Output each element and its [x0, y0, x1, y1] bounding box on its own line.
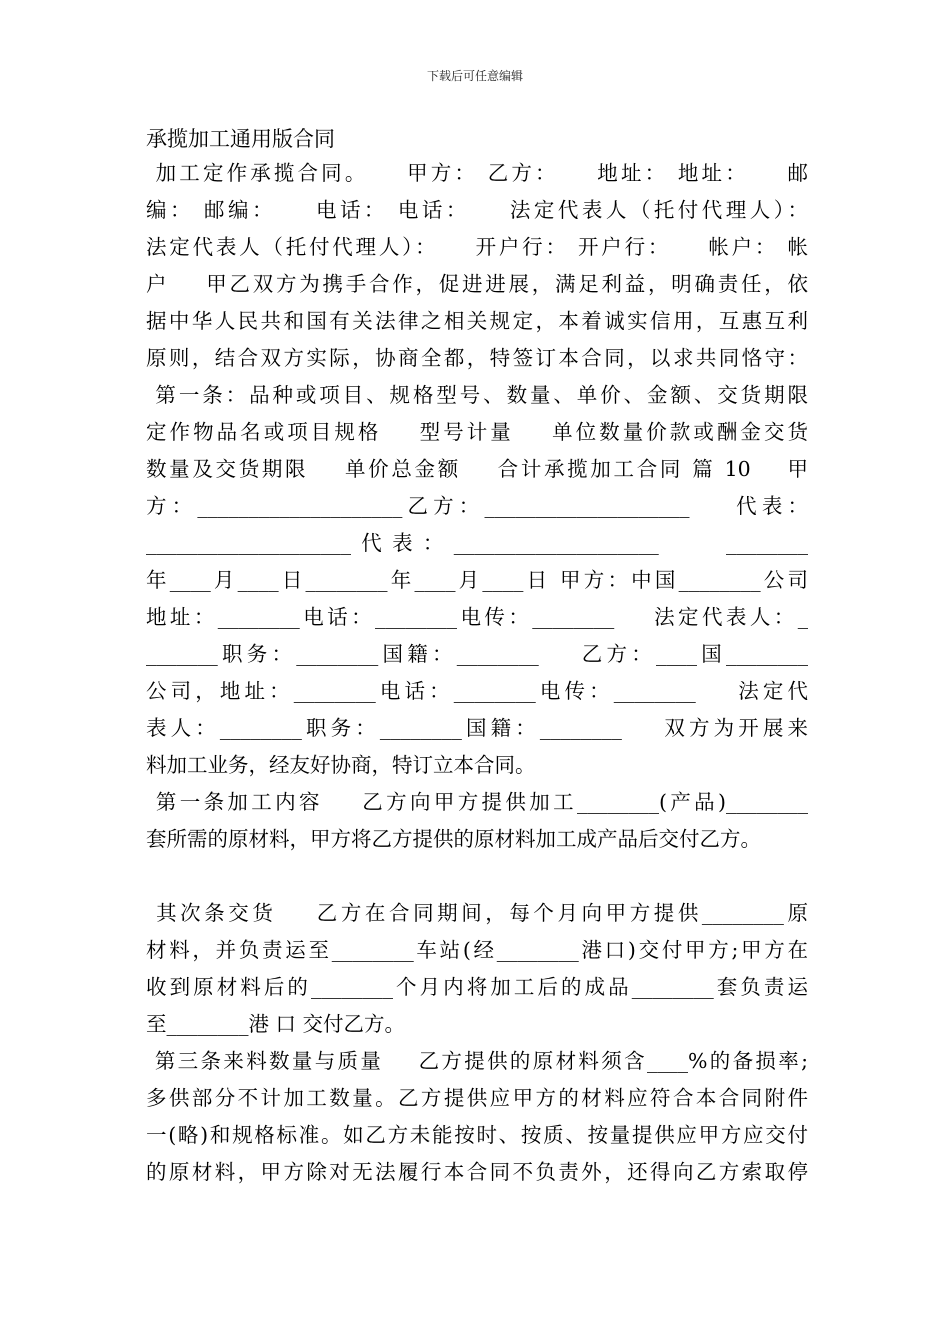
body-line: 的原材料，甲方除对无法履行本合同不负责外，还得向乙方索取停 [146, 1160, 808, 1184]
body-line: 原则，结合双方实际，协商全都，特签订本合同，以求共同恪守： [146, 346, 808, 370]
body-line: 法定代表人（托付代理人）： 开户行： 开户行： 帐户： 帐 [146, 235, 808, 259]
document-title: 承揽加工通用版合同 [146, 127, 335, 151]
body-line: _______职务：________国籍：________ 乙方：____国________ [146, 642, 808, 666]
body-line: 至________港 口 交付乙方。 [146, 1012, 406, 1036]
body-line: 方：____________________乙方：____________________ 代表： [146, 494, 808, 518]
body-line: 第一条加工内容 乙方向甲方提供加工________(产品)________ [146, 790, 808, 814]
body-line: ____________________代表：____________________ ________ [146, 531, 808, 555]
body-line: 多供部分不计加工数量。乙方提供应甲方的材料应符合本合同附件 [146, 1086, 808, 1110]
body-line: 收到原材料后的________个月内将加工后的成品________套负责运 [146, 975, 808, 999]
body-line: 数量及交货期限 单价总金额 合计承揽加工合同 篇 10 甲 [146, 457, 808, 481]
body-line: 一(略)和规格标准。如乙方未能按时、按质、按量提供应甲方应交付 [146, 1123, 808, 1147]
body-line: 料加工业务，经友好协商，特订立本合同。 [146, 753, 536, 777]
body-line: 套所需的原材料，甲方将乙方提供的原材料加工成产品后交付乙方。 [146, 827, 761, 851]
body-line: 第三条来料数量与质量 乙方提供的原材料须含____%的备损率; [146, 1049, 808, 1073]
body-line: 年____月____日________年____月____日 甲方：中国________公司 [146, 568, 808, 592]
body-line: 材料，并负责运至________车站(经________港口)交付甲方;甲方在 [146, 938, 808, 962]
document-body [146, 155, 808, 1191]
body-line: 其次条交货 乙方在合同期间，每个月向甲方提供________原 [146, 901, 808, 925]
body-line: 地址：________电话：________电传：________ 法定代表人：_ [146, 605, 808, 629]
body-line: 户 甲乙双方为携手合作，促进进展，满足利益，明确责任，依 [146, 272, 808, 296]
body-line: 编： 邮编： 电话： 电话： 法定代表人（托付代理人）： [146, 198, 808, 222]
page-header: 下载后可任意编辑 [426, 69, 523, 83]
body-line: 定作物品名或项目规格 型号计量 单位数量价款或酬金交货 [146, 420, 808, 444]
body-line: 公司，地址：________电话：________电传：________ 法定代 [146, 679, 808, 703]
body-line: 第一条：品种或项目、规格型号、数量、单价、金额、交货期限 [146, 383, 808, 407]
body-line: 加工定作承揽合同。 甲方： 乙方： 地址： 地址： 邮 [146, 161, 808, 185]
body-line: 据中华人民共和国有关法律之相关规定，本着诚实信用，互惠互利 [146, 309, 808, 333]
body-line: 表人：________职务：________国籍：________ 双方为开展来 [146, 716, 808, 740]
blank-line [146, 858, 808, 895]
